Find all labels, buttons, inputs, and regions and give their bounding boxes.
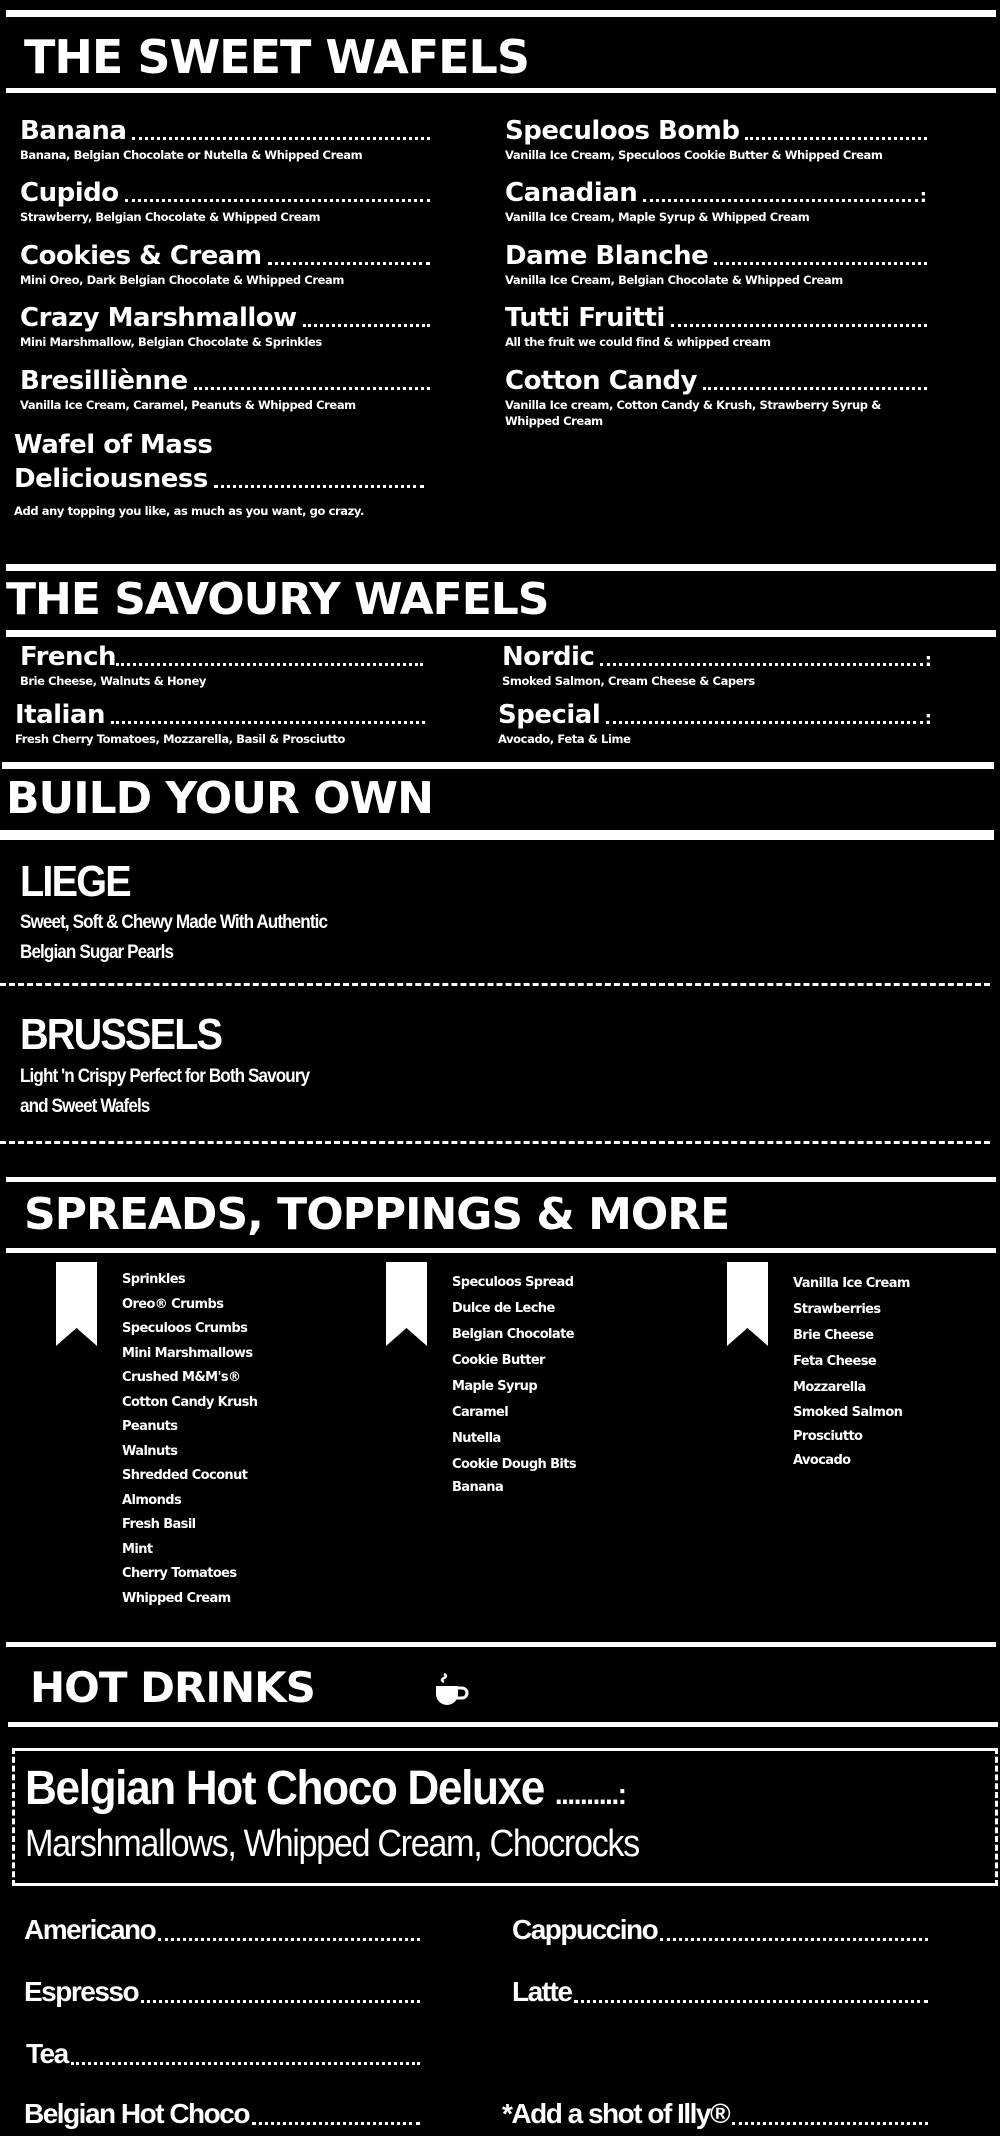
leader-dots: [703, 387, 927, 390]
divider: [6, 564, 996, 571]
leader-dots: [643, 199, 918, 202]
item-desc: Strawberry, Belgian Chocolate & Whipped Cream: [20, 210, 321, 224]
leader-dots: [71, 2062, 420, 2065]
list-item: Strawberries: [793, 1302, 881, 1317]
list-item: Shredded Coconut: [122, 1468, 248, 1483]
divider: [6, 630, 996, 637]
spreads-list: [452, 1270, 576, 1498]
item-desc: Vanilla Ice cream, Cotton Candy & Krush, Strawberry Syrup & Whipped Cream: [505, 398, 881, 428]
drink-item-addon: [502, 2100, 928, 2128]
leader-dots: [116, 663, 423, 666]
leader-dots: [125, 199, 430, 202]
leader-dots: [268, 262, 430, 265]
divider: [2, 762, 994, 769]
item-desc: Vanilla Ice Cream, Caramel, Peanuts & Whipped Cream: [20, 398, 356, 412]
option-desc: Belgian Sugar Pearls: [20, 942, 174, 963]
option-title: BRUSSELS: [20, 1010, 222, 1059]
bookmark-ribbon-icon: [727, 1262, 768, 1346]
list-item: Fresh Basil: [122, 1517, 196, 1532]
menu-item: [498, 702, 932, 748]
item-name: Wafel of Mass: [14, 430, 213, 460]
list-item: Brie Cheese: [793, 1328, 874, 1343]
list-item: Caramel: [452, 1405, 509, 1420]
list-item: Whipped Cream: [122, 1590, 231, 1606]
list-item: Mini Marshmallows: [122, 1345, 253, 1361]
list-item: Almonds: [122, 1492, 182, 1508]
section-title-savoury: THE SAVOURY WAFELS: [6, 574, 549, 625]
menu-item: [20, 243, 430, 289]
item-desc: Mini Marshmallow, Belgian Chocolate & Sprinkles: [20, 335, 322, 349]
item-name: Speculoos Bomb: [505, 116, 740, 146]
item-name: Tea: [26, 2038, 68, 2069]
divider: [6, 10, 996, 17]
drink-item: [512, 1978, 928, 2006]
leader-dots: [158, 1938, 420, 1941]
list-item: Speculoos Spread: [452, 1275, 574, 1290]
item-name: Special: [498, 700, 601, 730]
item-name: Cotton Candy: [505, 366, 697, 396]
drink-item: [512, 1916, 928, 1944]
toppings-list: [122, 1268, 257, 1611]
item-name: Dame Blanche: [505, 241, 709, 271]
item-desc: Fresh Cherry Tomatoes, Mozzarella, Basil & Prosciutto: [15, 732, 346, 746]
option-desc: and Sweet Wafels: [20, 1096, 150, 1117]
menu-item: [505, 368, 927, 429]
leader-dots: [132, 137, 430, 140]
list-item: Mozzarella: [793, 1380, 866, 1395]
list-item: Mint: [122, 1541, 153, 1557]
item-desc: All the fruit we could find & whipped cream: [505, 335, 771, 349]
item-desc: Avocado, Feta & Lime: [498, 732, 631, 746]
menu-item: [20, 368, 430, 414]
option-desc: Sweet, Soft & Chewy Made With Authentic: [20, 912, 328, 933]
leader-colon: :: [924, 650, 932, 671]
option-title: LIEGE: [20, 857, 130, 906]
menu-item: [505, 243, 927, 289]
leader-colon: :: [924, 708, 932, 729]
list-item: Dulce de Leche: [452, 1301, 555, 1316]
item-desc: Add any topping you like, as much as you want, go crazy.: [14, 504, 364, 518]
leader-dots: [671, 324, 927, 327]
leader-dots: [732, 2122, 928, 2125]
list-item: Banana: [452, 1480, 504, 1495]
option-desc: Light 'n Crispy Perfect for Both Savoury: [20, 1066, 310, 1087]
divider: [6, 1642, 996, 1647]
section-title-build: BUILD YOUR OWN: [6, 773, 433, 824]
leader-dots: [714, 262, 927, 265]
section-title-drinks: HOT DRINKS: [30, 1663, 315, 1712]
item-desc: Banana, Belgian Chocolate or Nutella & Whipped Cream: [20, 148, 363, 162]
item-name: Bresilliènne: [20, 366, 188, 396]
bookmark-ribbon-icon: [386, 1262, 427, 1346]
leader-dots: [194, 387, 430, 390]
divider: [0, 830, 994, 840]
leader-dots: [214, 485, 424, 488]
divider: [6, 1177, 996, 1182]
leader-dots: [745, 137, 927, 140]
list-item: Crushed M&M's®: [122, 1370, 241, 1385]
leader-dots: ..........:: [554, 1778, 626, 1811]
list-item: Sprinkles: [122, 1272, 186, 1287]
menu-item: [20, 118, 430, 164]
extras-list: [793, 1271, 910, 1473]
featured-drink-box: [12, 1748, 998, 1886]
menu-item: [20, 644, 423, 690]
list-item: Walnuts: [122, 1443, 178, 1459]
drink-item: [24, 1916, 420, 1944]
leader-colon: :: [919, 186, 927, 207]
item-name: *Add a shot of Illy®: [502, 2098, 730, 2129]
item-name: Nordic: [502, 642, 595, 672]
menu-item: [505, 305, 927, 351]
menu-item: [502, 644, 932, 690]
item-name: Crazy Marshmallow: [20, 303, 297, 333]
list-item: Feta Cheese: [793, 1354, 877, 1369]
dashed-divider: [0, 1141, 990, 1144]
menu-item-special: [14, 432, 424, 520]
leader-dots: [252, 2122, 420, 2125]
leader-dots: [111, 721, 425, 724]
item-name: Italian: [15, 700, 106, 730]
list-item: Cherry Tomatoes: [122, 1566, 237, 1581]
item-name: Americano: [24, 1914, 156, 1945]
menu-item: [505, 118, 927, 164]
leader-dots: [303, 324, 430, 327]
featured-drink-name: [25, 1762, 626, 1815]
item-desc: Vanilla Ice Cream, Speculoos Cookie Butter & Whipped Cream: [505, 148, 883, 162]
bookmark-ribbon-icon: [56, 1262, 97, 1346]
item-name: Latte: [512, 1976, 572, 2007]
item-desc: Brie Cheese, Walnuts & Honey: [20, 674, 206, 688]
list-item: Smoked Salmon: [793, 1405, 903, 1420]
item-name: Tutti Fruitti: [505, 303, 665, 333]
coffee-cup-icon: [434, 1670, 474, 1710]
list-item: Peanuts: [122, 1419, 178, 1434]
leader-dots: [574, 2000, 928, 2003]
item-name: French: [20, 642, 116, 672]
drink-item: [24, 1978, 420, 2006]
drink-item: [24, 2100, 420, 2128]
item-name: Canadian: [505, 178, 638, 208]
list-item: Nutella: [452, 1431, 501, 1446]
divider: [6, 1248, 996, 1253]
divider: [6, 88, 996, 93]
item-name: Cookies & Cream: [20, 241, 262, 271]
menu-item: [20, 305, 430, 351]
list-item: Cookie Dough Bits: [452, 1457, 577, 1472]
item-name: Banana: [20, 116, 127, 146]
drink-item: [26, 2040, 420, 2068]
leader-dots: [660, 1938, 928, 1941]
list-item: Cookie Butter: [452, 1353, 545, 1368]
list-item: Avocado: [793, 1453, 851, 1468]
leader-dots: [600, 663, 922, 666]
list-item: Maple Syrup: [452, 1379, 538, 1394]
dashed-divider: [0, 983, 990, 986]
item-name: Cupido: [20, 178, 119, 208]
leader-dots: [141, 2000, 420, 2003]
list-item: Prosciutto: [793, 1429, 863, 1444]
item-name: Cappuccino: [512, 1914, 658, 1945]
item-name: Deliciousness: [14, 464, 208, 494]
menu-item: [20, 180, 430, 226]
divider: [8, 1722, 998, 1727]
list-item: Belgian Chocolate: [452, 1327, 574, 1342]
list-item: Speculoos Crumbs: [122, 1321, 248, 1336]
section-title-spreads: SPREADS, TOPPINGS & MORE: [24, 1189, 730, 1240]
list-item: Oreo® Crumbs: [122, 1296, 224, 1312]
menu-item: [15, 702, 425, 748]
section-title-sweet: THE SWEET WAFELS: [24, 30, 529, 84]
list-item: Vanilla Ice Cream: [793, 1276, 910, 1291]
item-desc: Vanilla Ice Cream, Belgian Chocolate & Whipped Cream: [505, 273, 843, 287]
list-item: Cotton Candy Krush: [122, 1394, 258, 1410]
item-desc: Mini Oreo, Dark Belgian Chocolate & Whipped Cream: [20, 273, 344, 287]
item-desc: Smoked Salmon, Cream Cheese & Capers: [502, 674, 755, 688]
item-name: Espresso: [24, 1976, 139, 2007]
featured-drink-desc: Marshmallows, Whipped Cream, Chocrocks: [25, 1823, 639, 1865]
leader-dots: [606, 721, 923, 724]
item-name: Belgian Hot Choco: [24, 2098, 249, 2129]
item-name: Belgian Hot Choco Deluxe: [25, 1762, 544, 1815]
item-desc: Vanilla Ice Cream, Maple Syrup & Whipped Cream: [505, 210, 810, 224]
menu-item: [505, 180, 927, 226]
